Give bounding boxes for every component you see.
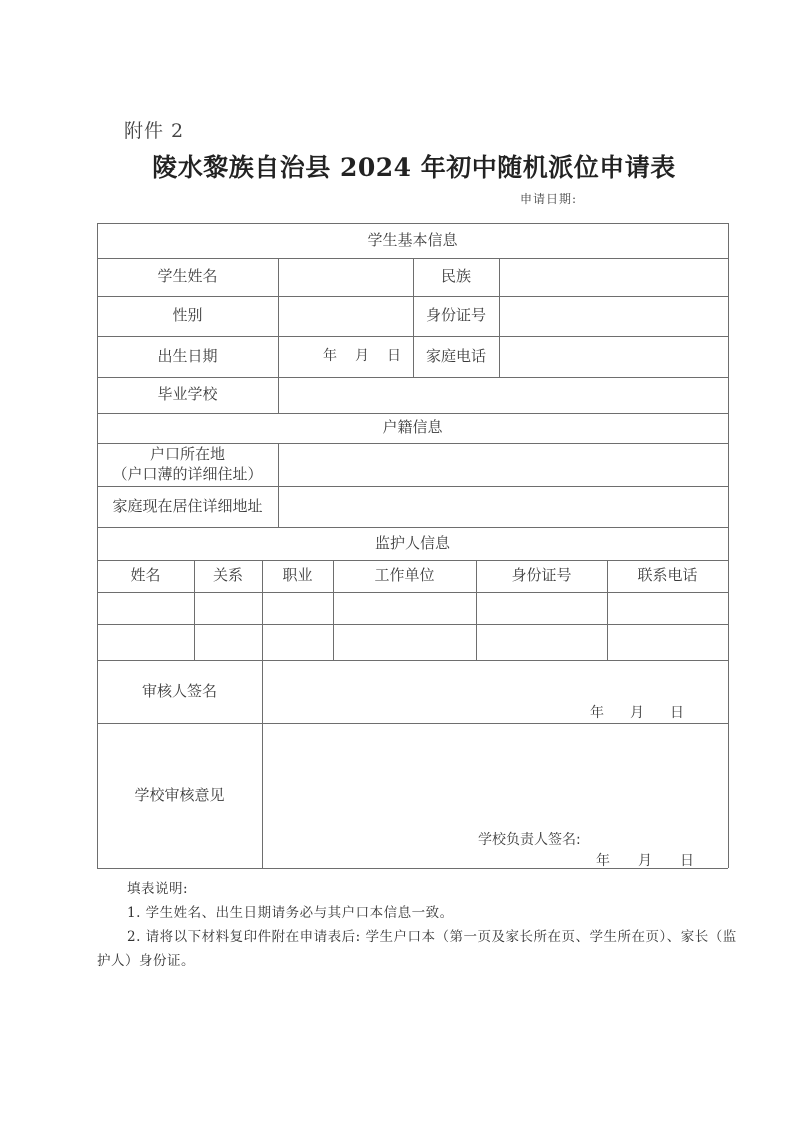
label-gender: 性别 [172,306,203,325]
label-ethnicity: 民族 [440,267,471,286]
section-header-student-basic: 学生基本信息 [367,230,458,249]
guardian-2-name-field[interactable] [97,624,194,660]
guardian-2-occupation-field[interactable] [262,624,333,660]
guardian-2-phone-field[interactable] [607,624,728,660]
label-current-address: 家庭现在居住详细地址 [112,496,263,515]
school-review-date [596,850,694,870]
guardian-1-relation-field[interactable] [194,592,262,624]
school-review-year-label: 年 [596,853,610,869]
label-school-review: 学校审核意见 [134,785,225,804]
table-border-right [728,223,729,868]
birth-date-ymd [323,347,413,365]
guardian-1-occupation-field[interactable] [262,592,333,624]
attachment-label: 附件 2 [124,120,185,142]
guardian-2-employer-field[interactable] [333,624,476,660]
school-review-day-label: 日 [680,853,694,869]
reviewer-year-label: 年 [590,705,604,721]
birth-year-label: 年 [323,348,337,365]
registration-address-field[interactable] [278,443,728,486]
reviewer-day-label: 日 [670,705,684,721]
instruction-item-1: 1. 学生姓名、出生日期请务必与其户口本信息一致。 [127,905,454,921]
guardian-1-employer-field[interactable] [333,592,476,624]
guardian-1-id-field[interactable] [476,592,607,624]
student-name-field[interactable] [278,258,413,296]
label-registration-address [97,443,278,486]
birth-day-label: 日 [387,348,401,365]
guardian-col-phone: 联系电话 [637,566,698,585]
label-birth-date: 出生日期 [157,346,218,365]
birth-month-label: 月 [355,348,369,365]
section-header-household: 户籍信息 [382,418,443,437]
application-form-table [97,223,728,868]
id-number-field[interactable] [499,296,728,336]
form-title [0,148,800,184]
guardian-1-phone-field[interactable] [607,592,728,624]
birth-date-field[interactable] [278,336,413,377]
label-home-phone: 家庭电话 [425,346,486,365]
ethnicity-field[interactable] [499,258,728,296]
home-phone-field[interactable] [499,336,728,377]
instructions-heading: 填表说明: [127,881,189,897]
gender-field[interactable] [278,296,413,336]
guardian-col-relation: 关系 [212,566,243,585]
label-reviewer-signature: 审核人签名 [141,681,217,700]
form-title-text: 陵水黎族自治县 2024 年初中随机派位申请表 [152,153,676,182]
guardian-2-relation-field[interactable] [194,624,262,660]
guardian-col-occupation: 职业 [282,566,313,585]
guardian-2-id-field[interactable] [476,624,607,660]
guardian-col-id-number: 身份证号 [511,566,572,585]
label-id-number: 身份证号 [425,306,486,325]
school-review-month-label: 月 [638,853,652,869]
principal-signature-label: 学校负责人签名: [478,832,581,848]
instruction-item-2: 2. 请将以下材料复印件附在申请表后: 学生户口本（第一页及家长所在页、学生所在页）、家长（监护人）身份证。 [97,929,737,969]
current-address-field[interactable] [278,486,728,527]
guardian-col-employer: 工作单位 [374,566,435,585]
label-graduated-school: 毕业学校 [157,385,218,404]
guardian-col-name: 姓名 [130,566,161,585]
reviewer-month-label: 月 [630,705,644,721]
reviewer-date [590,702,684,722]
graduated-school-field[interactable] [278,377,728,413]
application-date-label: 申请日期: [520,192,578,206]
section-header-guardian: 监护人信息 [374,533,450,552]
guardian-1-name-field[interactable] [97,592,194,624]
label-registration-line1: 户口所在地 [149,445,225,463]
label-registration-line2: （户口薄的详细住址） [112,464,263,483]
filling-instructions [97,877,737,973]
label-student-name: 学生姓名 [157,267,218,286]
